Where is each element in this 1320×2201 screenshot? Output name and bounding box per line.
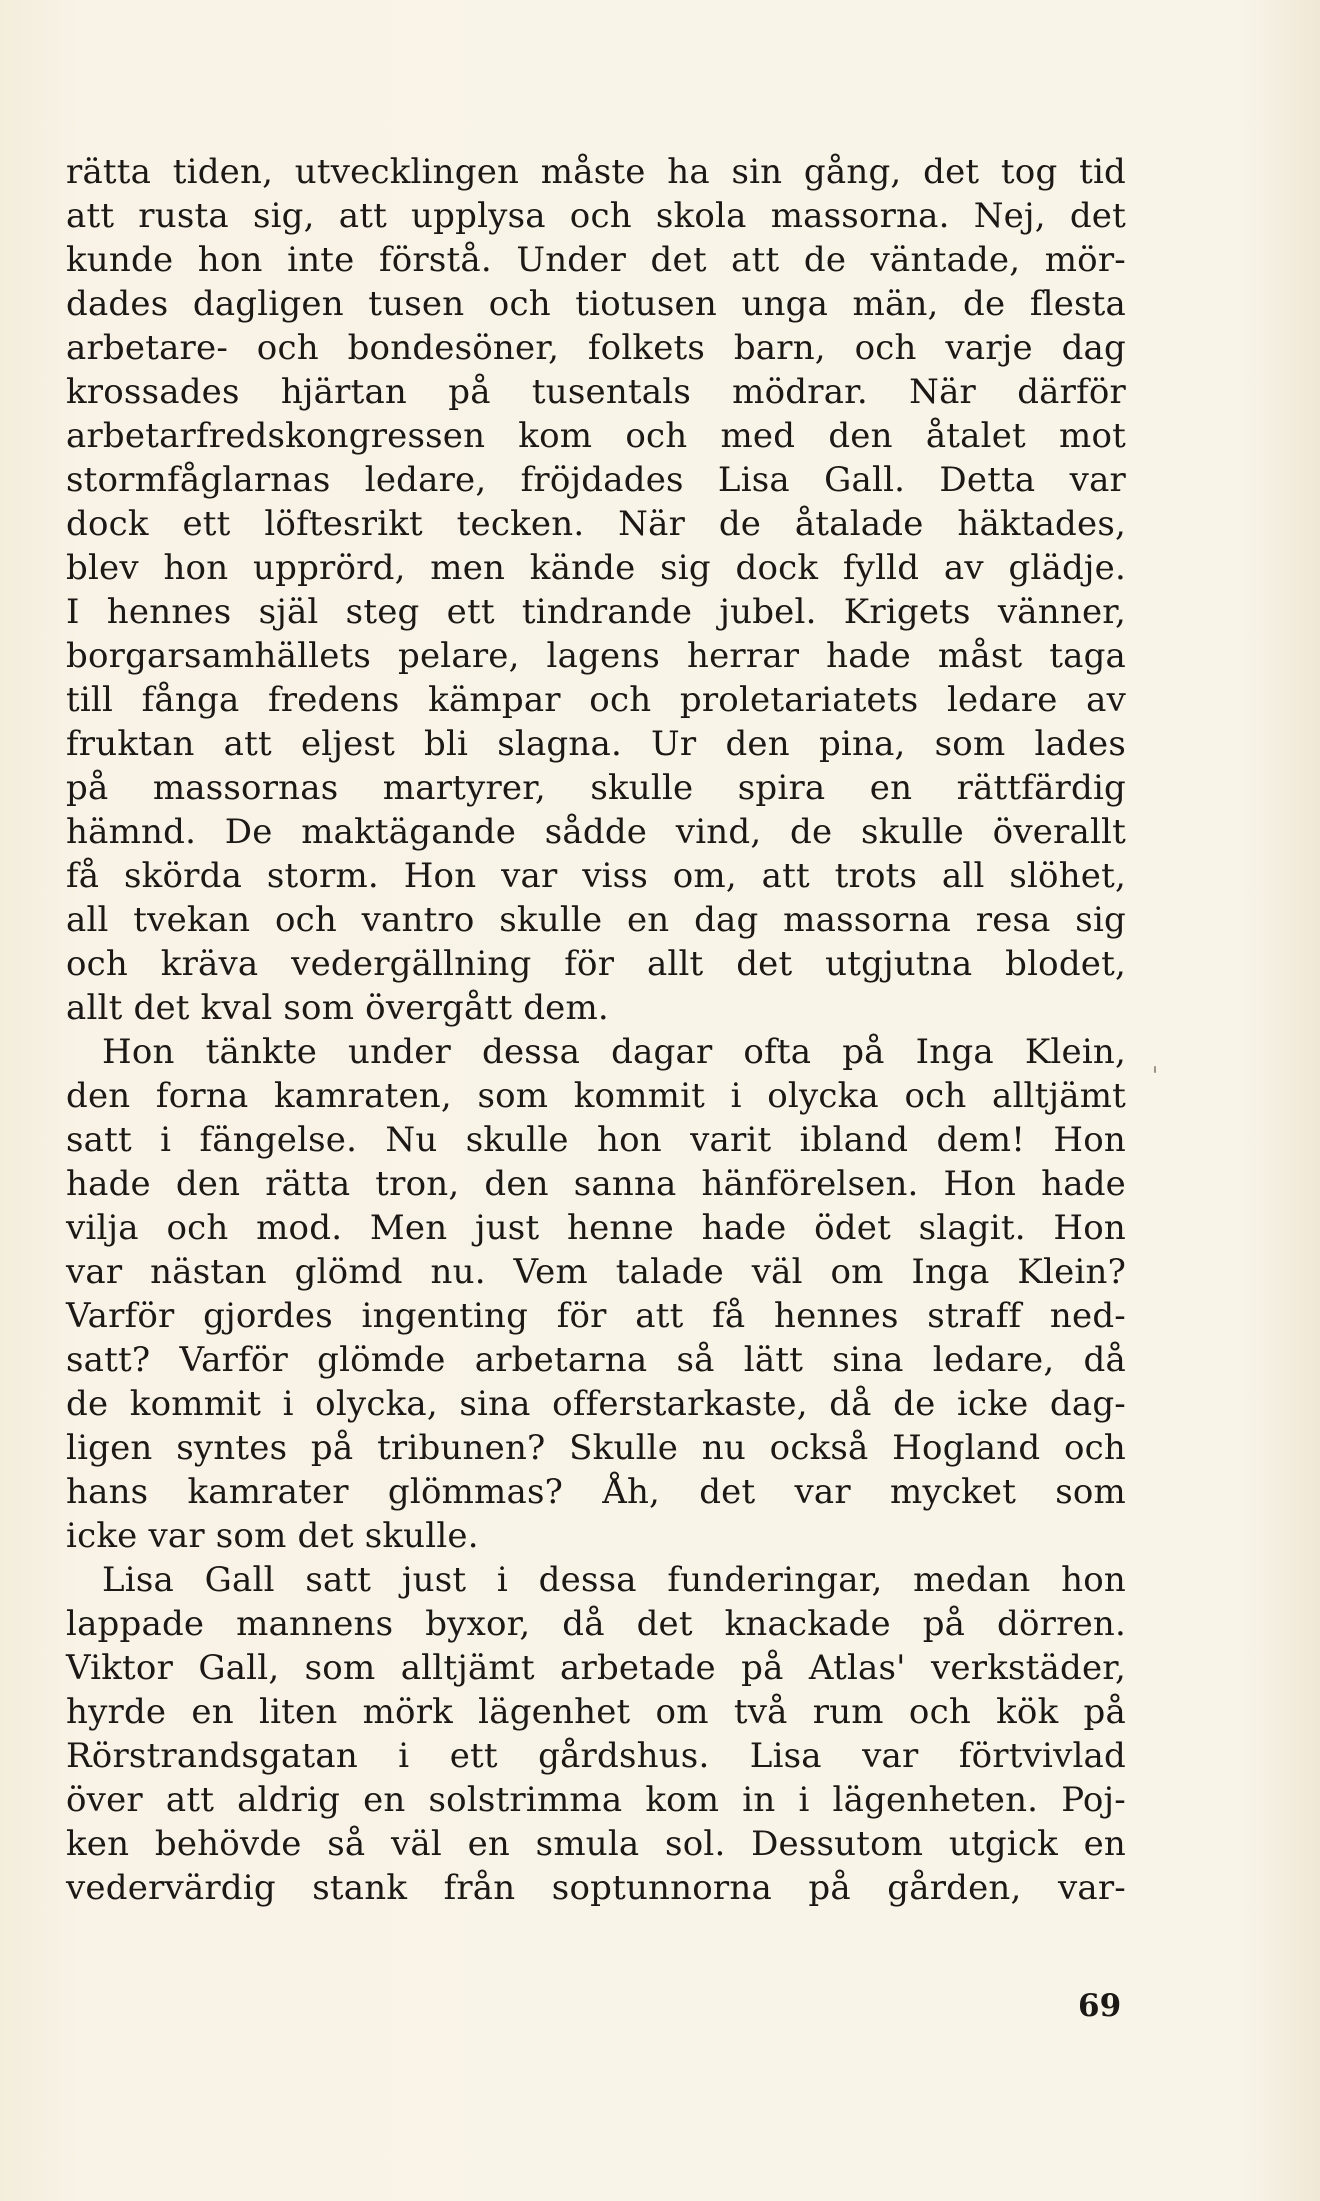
text-line: var nästan glömd nu. Vem talade väl om Inga Klein? xyxy=(66,1252,1126,1292)
text-line: hans kamrater glömmas? Åh, det var mycket som xyxy=(66,1472,1126,1512)
text-line: blev hon upprörd, men kände sig dock fylld av glädje. xyxy=(66,548,1126,588)
text-line: få skörda storm. Hon var viss om, att trots all slöhet, xyxy=(66,856,1126,896)
text-line: icke var som det skulle. xyxy=(66,1516,479,1556)
text-line: Varför gjordes ingenting för att få hennes straff ned- xyxy=(66,1296,1126,1336)
text-line: vilja och mod. Men just henne hade ödet slagit. Hon xyxy=(66,1208,1126,1248)
text-line: Lisa Gall satt just i dessa funderingar, medan hon xyxy=(102,1560,1126,1600)
text-line: satt i fängelse. Nu skulle hon varit ibland dem! Hon xyxy=(66,1120,1126,1160)
text-line: borgarsamhällets pelare, lagens herrar hade måst taga xyxy=(66,636,1126,676)
text-line: på massornas martyrer, skulle spira en rättfärdig xyxy=(66,768,1126,808)
text-line: lappade mannens byxor, då det knackade på dörren. xyxy=(66,1604,1126,1644)
text-line: ligen syntes på tribunen? Skulle nu också Hogland och xyxy=(66,1428,1126,1468)
text-line: vedervärdig stank från soptunnorna på gården, var- xyxy=(66,1868,1126,1908)
text-line: allt det kval som övergått dem. xyxy=(66,988,609,1028)
text-line: dock ett löftesrikt tecken. När de åtalade häktades, xyxy=(66,504,1126,544)
text-line: stormfåglarnas ledare, fröjdades Lisa Gall. Detta var xyxy=(66,460,1126,500)
text-line: hyrde en liten mörk lägenhet om två rum och kök på xyxy=(66,1692,1126,1732)
text-line: ken behövde så väl en smula sol. Dessutom utgick en xyxy=(66,1824,1126,1864)
text-line: satt? Varför glömde arbetarna så lätt sina ledare, då xyxy=(66,1340,1126,1380)
text-line: Rörstrandsgatan i ett gårdshus. Lisa var förtvivlad xyxy=(66,1736,1126,1776)
text-line: och kräva vedergällning för allt det utgjutna blodet, xyxy=(66,944,1126,984)
text-line: fruktan att eljest bli slagna. Ur den pina, som lades xyxy=(66,724,1126,764)
text-line: Hon tänkte under dessa dagar ofta på Inga Klein, xyxy=(102,1032,1126,1072)
text-line: I hennes själ steg ett tindrande jubel. Krigets vänner, xyxy=(66,592,1126,632)
text-line: arbetare- och bondesöner, folkets barn, och varje dag xyxy=(66,328,1126,368)
text-line: all tvekan och vantro skulle en dag massorna resa sig xyxy=(66,900,1126,940)
paper-speck xyxy=(1154,1066,1156,1073)
text-line: till fånga fredens kämpar och proletariatets ledare av xyxy=(66,680,1126,720)
text-line: Viktor Gall, som alltjämt arbetade på Atlas' verkstäder, xyxy=(66,1648,1126,1688)
text-line: hämnd. De maktägande sådde vind, de skulle överallt xyxy=(66,812,1126,852)
text-line: krossades hjärtan på tusentals mödrar. När därför xyxy=(66,372,1126,412)
page-number: 69 xyxy=(1078,1988,1122,2024)
text-line: hade den rätta tron, den sanna hänförelsen. Hon hade xyxy=(66,1164,1126,1204)
text-line: rätta tiden, utvecklingen måste ha sin gång, det tog tid xyxy=(66,152,1126,192)
text-line: arbetarfredskongressen kom och med den åtalet mot xyxy=(66,416,1126,456)
text-line: att rusta sig, att upplysa och skola massorna. Nej, det xyxy=(66,196,1126,236)
text-line: kunde hon inte förstå. Under det att de väntade, mör- xyxy=(66,240,1126,280)
text-line: den forna kamraten, som kommit i olycka och alltjämt xyxy=(66,1076,1126,1116)
text-line: över att aldrig en solstrimma kom in i lägenheten. Poj- xyxy=(66,1780,1126,1820)
text-line: de kommit i olycka, sina offerstarkaste, då de icke dag- xyxy=(66,1384,1126,1424)
text-line: dades dagligen tusen och tiotusen unga män, de flesta xyxy=(66,284,1126,324)
